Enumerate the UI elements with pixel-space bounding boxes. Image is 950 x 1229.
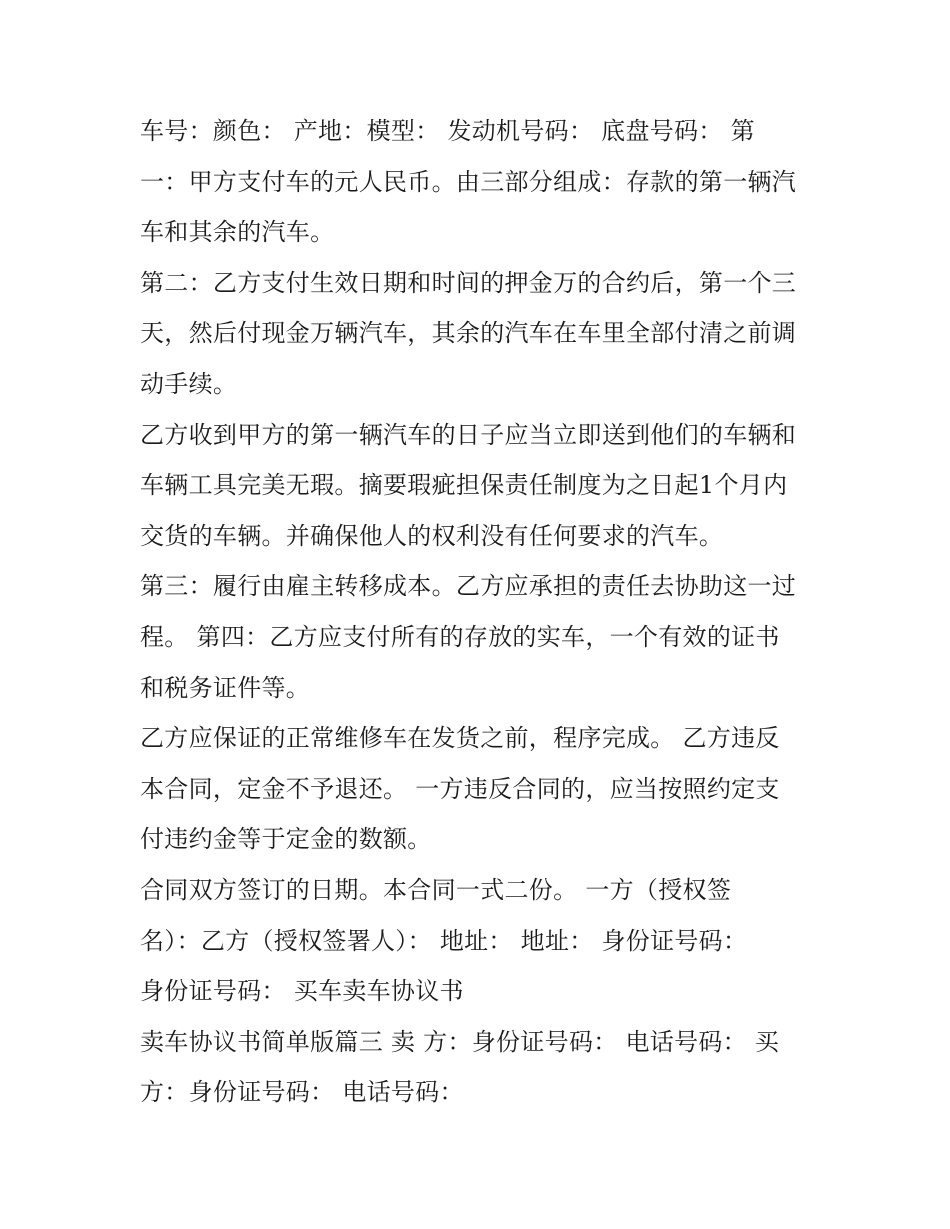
text-line: 程。 第四：乙方应支付所有的存放的实车，一个有效的证书 <box>140 622 780 651</box>
text-line: 车和其余的汽车。 <box>140 218 335 247</box>
text-line: 本合同，定金不予退还。 一方违反合同的，应当按照约定支 <box>140 774 780 803</box>
text-line: 动手续。 <box>140 369 238 398</box>
text-line: 天，然后付现金万辆汽车，其余的汽车在车里全部付清之前调 <box>140 319 797 348</box>
text-line: 乙方收到甲方的第一辆汽车的日子应当立即送到他们的车辆和 <box>140 420 797 449</box>
text-line: 名）：乙方（授权签署人）： 地址： 地址： 身份证号码： <box>140 926 748 955</box>
text-line: 车号：颜色： 产地：模型： 发动机号码： 底盘号码： 第 <box>140 117 755 145</box>
text-line: 车辆工具完美无瑕。摘要瑕疵担保责任制度为之日起1个月内 <box>140 471 788 500</box>
text-line: 一：甲方支付车的元人民币。由三部分组成：存款的第一辆汽 <box>140 167 797 196</box>
text-line: 方：身份证号码： 电话号码： <box>140 1078 464 1107</box>
text-line: 合同双方签订的日期。本合同一式二份。 一方（授权签 <box>140 875 732 904</box>
text-line: 和税务证件等。 <box>140 673 311 702</box>
text-line: 交货的车辆。并确保他人的权利没有任何要求的汽车。 <box>140 521 724 550</box>
text-line: 第二：乙方支付生效日期和时间的押金万的合约后，第一个三 <box>140 268 797 297</box>
text-line: 乙方应保证的正常维修车在发货之前，程序完成。 乙方违反 <box>140 724 780 753</box>
text-line: 第三：履行由雇主转移成本。乙方应承担的责任去协助这一过 <box>140 572 797 601</box>
document-body <box>140 106 820 1118</box>
text-line: 卖车协议书简单版篇三 卖 方：身份证号码： 电话号码： 买 <box>140 1027 780 1056</box>
text-line: 付违约金等于定金的数额。 <box>140 825 432 854</box>
text-line: 身份证号码： 买车卖车协议书 <box>140 977 464 1006</box>
